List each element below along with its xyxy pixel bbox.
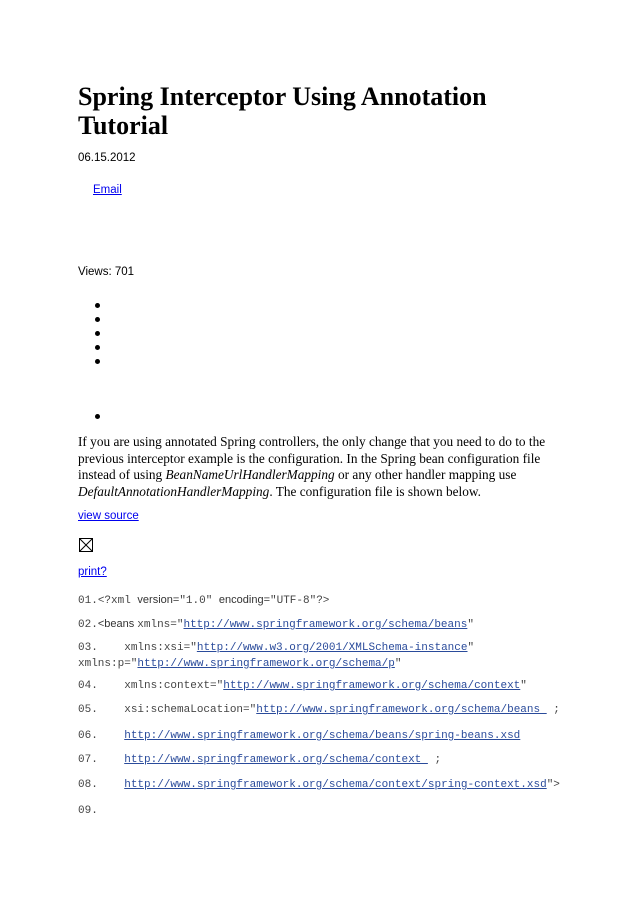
views-counter	[78, 266, 134, 278]
line-number: 04.	[78, 680, 98, 692]
code-line-05	[78, 702, 560, 718]
code-text: version=	[137, 594, 180, 606]
line-number: 03.	[78, 642, 98, 654]
share-item[interactable]	[95, 317, 100, 322]
code-text: <?xml	[97, 595, 138, 607]
code-line-01	[78, 592, 329, 609]
view-source-link[interactable]: view source	[78, 510, 139, 522]
code-line-03	[78, 640, 474, 672]
print-link[interactable]: print?	[78, 566, 107, 578]
code-text: xmlns:context="	[97, 680, 224, 692]
share-item[interactable]	[95, 345, 100, 350]
line-number: 02.	[78, 619, 98, 631]
code-text: "1.0"	[179, 595, 219, 607]
code-text: "	[467, 619, 474, 631]
code-url-link[interactable]: http://www.springframework.org/schema/context	[124, 754, 428, 766]
code-line-06	[78, 728, 520, 744]
code-text: "	[467, 642, 475, 654]
code-text: "UTF-8"?>	[270, 595, 330, 607]
code-url-link[interactable]: http://www.springframework.org/schema/context	[223, 680, 521, 692]
code-url-link[interactable]: http://www.springframework.org/schema/beans	[183, 619, 468, 631]
views-label: Views:	[78, 266, 112, 278]
code-line-04	[78, 678, 527, 694]
code-line-09	[78, 803, 98, 819]
code-text	[98, 730, 124, 742]
paragraph-text: . The configuration file is shown below.	[269, 483, 481, 499]
code-text: xmlns="	[137, 619, 184, 631]
code-url-link[interactable]: http://www.springframework.org/schema/context/spring-context.xsd	[124, 779, 547, 791]
code-line-02	[78, 616, 474, 633]
line-number: 05.	[78, 704, 98, 716]
code-text: ">	[546, 779, 560, 791]
code-text: <beans	[97, 618, 138, 630]
publish-date: 06.15.2012	[78, 152, 136, 164]
code-text: xmlns:p="	[78, 658, 138, 670]
code-text	[98, 779, 124, 791]
share-item[interactable]	[95, 303, 100, 308]
page-title: Spring Interceptor Using Annotation Tutorial	[78, 82, 487, 140]
paragraph-emphasis: BeanNameUrlHandlerMapping	[165, 467, 335, 482]
code-text: "	[394, 658, 402, 670]
line-number: 06.	[78, 730, 98, 742]
code-line-08	[78, 777, 560, 793]
email-link[interactable]: Email	[93, 184, 122, 196]
line-number: 07.	[78, 754, 98, 766]
code-text: encoding=	[218, 594, 270, 606]
paragraph-emphasis: DefaultAnnotationHandlerMapping	[78, 483, 270, 499]
paragraph-text: If you are using annotated Spring controllers, the only change that you need to do to the previous interceptor example is the configuration. In the Spring bean configuration file instead of using	[78, 434, 546, 482]
code-text: "	[520, 680, 527, 692]
code-url-link[interactable]: http://www.springframework.org/schema/p	[137, 658, 395, 670]
share-item[interactable]	[95, 359, 100, 364]
share-item[interactable]	[95, 331, 100, 336]
line-number: 08.	[78, 779, 98, 791]
line-number: 09.	[78, 805, 98, 817]
paragraph-text: or any other handler mapping use	[334, 467, 517, 482]
code-url-link[interactable]: http://www.w3.org/2001/XMLSchema-instance	[196, 642, 468, 654]
code-text: ;	[546, 704, 560, 716]
broken-image-icon	[79, 538, 93, 552]
code-text	[98, 754, 124, 766]
code-url-link[interactable]: http://www.springframework.org/schema/beans/spring-beans.xsd	[124, 730, 521, 742]
code-text: xmlns:xsi="	[97, 642, 197, 654]
line-number: 01.	[78, 595, 98, 607]
intro-paragraph	[78, 434, 548, 500]
code-url-link[interactable]: http://www.springframework.org/schema/beans	[256, 704, 547, 716]
code-text: xsi:schemaLocation="	[97, 704, 257, 716]
code-text: ;	[427, 754, 442, 766]
code-line-07	[78, 752, 441, 768]
share-item[interactable]	[95, 414, 100, 419]
views-count: 701	[114, 266, 135, 278]
